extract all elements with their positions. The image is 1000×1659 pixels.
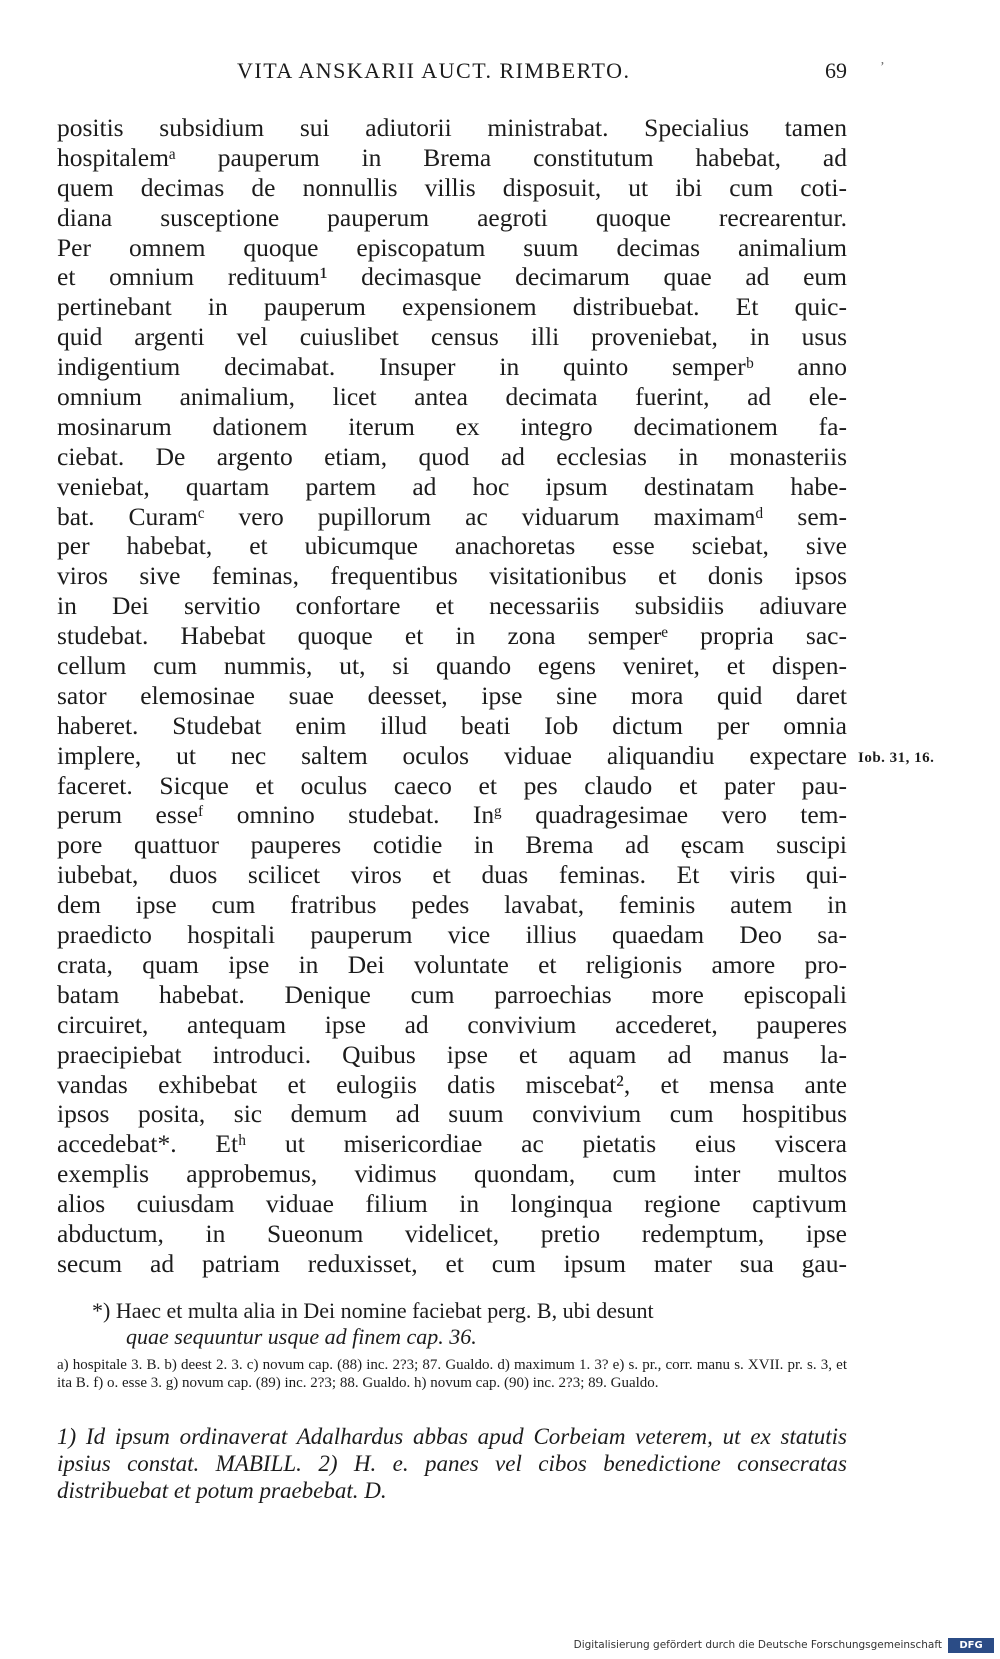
- digitization-credit: Digitalisierung gefördert durch die Deutsche Forschungsgemeinschaft: [573, 1639, 942, 1651]
- margin-tick-mark: ʼ: [880, 60, 885, 75]
- text-line: et omnium redituum¹ decimasque decimarum quae ad eum: [57, 262, 847, 292]
- page-number: 69: [825, 58, 847, 83]
- text-line: iubebat, duos scilicet viros et duas feminas. Et viris qui-: [57, 860, 847, 890]
- asterisk-footnote-line-1: *) Haec et multa alia in Dei nomine faciebat perg. B, ubi desunt: [92, 1298, 654, 1323]
- text-line: sator elemosinae suae deesset, ipse sine mora quid daret: [57, 680, 847, 710]
- text-line: crata, quam ipse in Dei voluntate et religionis amore pro-: [57, 949, 847, 979]
- running-header: [57, 58, 847, 90]
- margin-reference: Iob. 31, 16.: [858, 750, 935, 766]
- text-line: ipsos posita, sic demum ad suum convivium cum hospitibus: [57, 1099, 847, 1129]
- dfg-logo: DFG: [948, 1638, 994, 1653]
- text-line: per habebat, et ubicumque anachoretas esse sciebat, sive: [57, 531, 847, 561]
- running-title: VITA ANSKARII AUCT. RIMBERTO.: [237, 58, 631, 83]
- text-line: positis subsidium sui adiutorii ministrabat. Specialius tamen: [57, 113, 847, 142]
- text-line: batam habebat. Denique cum parroechias more episcopali: [57, 979, 847, 1009]
- text-line: haberet. Studebat enim illud beati Iob dictum per omnia: [57, 710, 847, 740]
- asterisk-footnote: [92, 1298, 847, 1350]
- explanatory-notes: 1) Id ipsum ordinaverat Adalhardus abbas apud Corbeiam veterem, ut ex statutis ipsius constat. MABILL. 2) H. e. panes vel cibos benedictione consecratas distribuebat et potum praebebat. D.: [57, 1424, 847, 1503]
- text-line: alios cuiusdam viduae filium in longinqua regione captivum: [57, 1189, 847, 1219]
- text-line: implere, ut nec saltem oculos viduae aliquandiu expectare: [57, 740, 847, 770]
- text-line: secum ad patriam reduxisset, et cum ipsum mater sua gau-: [57, 1248, 847, 1278]
- text-line: perum esseᶠ omnino studebat. Inᵍ quadragesimae vero tem-: [57, 800, 847, 830]
- text-line: quid argenti vel cuiuslibet census illi proveniebat, in usus: [57, 322, 847, 352]
- text-line: pore quattuor pauperes cotidie in Brema ad ęscam suscipi: [57, 830, 847, 860]
- text-line: Per omnem quoque episcopatum suum decimas animalium: [57, 232, 847, 262]
- text-line: circuiret, antequam ipse ad convivium accederet, pauperes: [57, 1009, 847, 1039]
- text-line: ciebat. De argento etiam, quod ad ecclesias in monasteriis: [57, 441, 847, 471]
- text-line: faceret. Sicque et oculus caeco et pes claudo et pater pau-: [57, 770, 847, 800]
- text-line: dem ipse cum fratribus pedes lavabat, feminis autem in: [57, 890, 847, 920]
- text-line: viros sive feminas, frequentibus visitationibus et donis ipsos: [57, 561, 847, 591]
- text-line: omnium animalium, licet antea decimata fuerint, ad ele-: [57, 382, 847, 412]
- text-line: mosinarum dationem iterum ex integro decimationem fa-: [57, 411, 847, 441]
- variant-readings-apparatus: a) hospitale 3. B. b) deest 2. 3. c) novum cap. (88) inc. 2?3; 87. Gualdo. d) maximum 1. 3? e) s. pr., corr. manu s. XVII. pr. s. 3, et ita B. f) o. esse 3. g) novum cap. (89) inc. 2?3; 88. Gualdo. h) novum cap. (90) inc. 2?3; 89. Gualdo.: [57, 1357, 847, 1391]
- text-line: pertinebant in pauperum expensionem distribuebat. Et quic-: [57, 292, 847, 322]
- text-line: hospitalemᵃ pauperum in Brema constitutum habebat, ad: [57, 142, 847, 172]
- text-line: cellum cum nummis, ut, si quando egens veniret, et dispen-: [57, 651, 847, 681]
- main-text: [57, 113, 847, 1279]
- text-line: bat. Curamᶜ vero pupillorum ac viduarum maximamᵈ sem-: [57, 501, 847, 531]
- text-line: studebat. Habebat quoque et in zona semperᵉ propria sac-: [57, 621, 847, 651]
- text-line: abductum, in Sueonum videlicet, pretio redemptum, ipse: [57, 1218, 847, 1248]
- text-line: exemplis approbemus, vidimus quondam, cum inter multos: [57, 1159, 847, 1189]
- text-line: accedebat*. Etʰ ut misericordiae ac pietatis eius viscera: [57, 1129, 847, 1159]
- text-line: praedicto hospitali pauperum vice illius quaedam Deo sa-: [57, 920, 847, 950]
- text-line: praecipiebat introduci. Quibus ipse et aquam ad manus la-: [57, 1039, 847, 1069]
- asterisk-footnote-line-2: quae sequuntur usque ad finem cap. 36.: [126, 1324, 477, 1349]
- text-line: diana susceptione pauperum aegroti quoque recrearentur.: [57, 202, 847, 232]
- text-line: vandas exhibebat et eulogiis datis miscebat², et mensa ante: [57, 1069, 847, 1099]
- text-line: in Dei servitio confortare et necessariis subsidiis adiuvare: [57, 591, 847, 621]
- text-line: veniebat, quartam partem ad hoc ipsum destinatam habe-: [57, 471, 847, 501]
- text-line: indigentium decimabat. Insuper in quinto semperᵇ anno: [57, 352, 847, 382]
- text-line: quem decimas de nonnullis villis disposuit, ut ibi cum coti-: [57, 172, 847, 202]
